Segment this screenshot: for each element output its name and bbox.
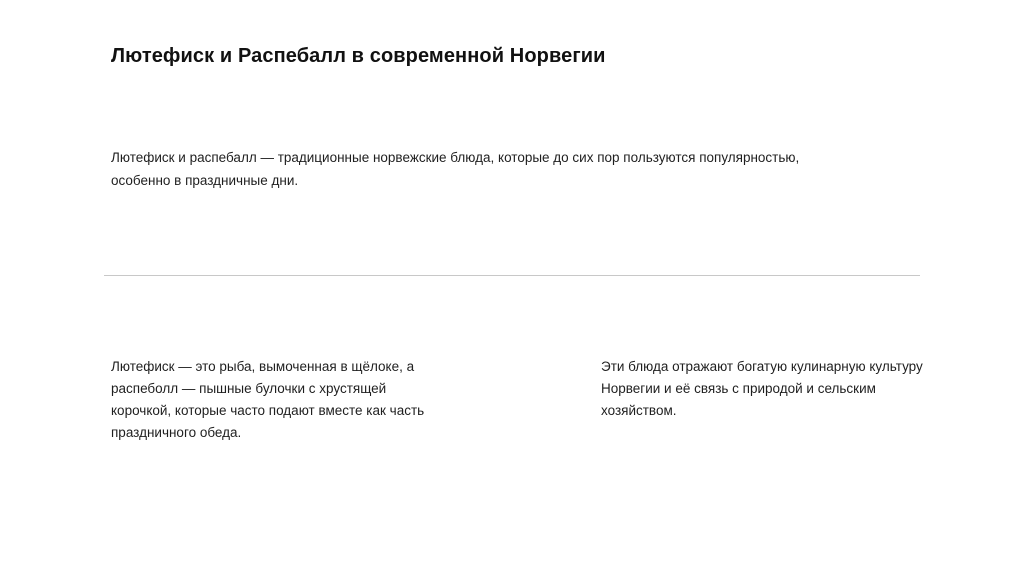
horizontal-divider <box>104 275 920 276</box>
intro-paragraph: Лютефиск и распебалл — традиционные норвежские блюда, которые до сих пор пользуются популярностью, особенно в праздничные дни. <box>111 150 800 188</box>
slide-title: Лютефиск и Распебалл в современной Норвегии <box>111 45 606 67</box>
left-column-text: Лютефиск — это рыба, вымоченная в щёлоке, а распеболл — пышные булочки с хрустящей корочкой, которые часто подают вместе как часть праздничного обеда. <box>111 359 425 440</box>
right-column-text: Эти блюда отражают богатую кулинарную культуру Норвегии и её связь с природой и сельским хозяйством. <box>601 359 923 418</box>
